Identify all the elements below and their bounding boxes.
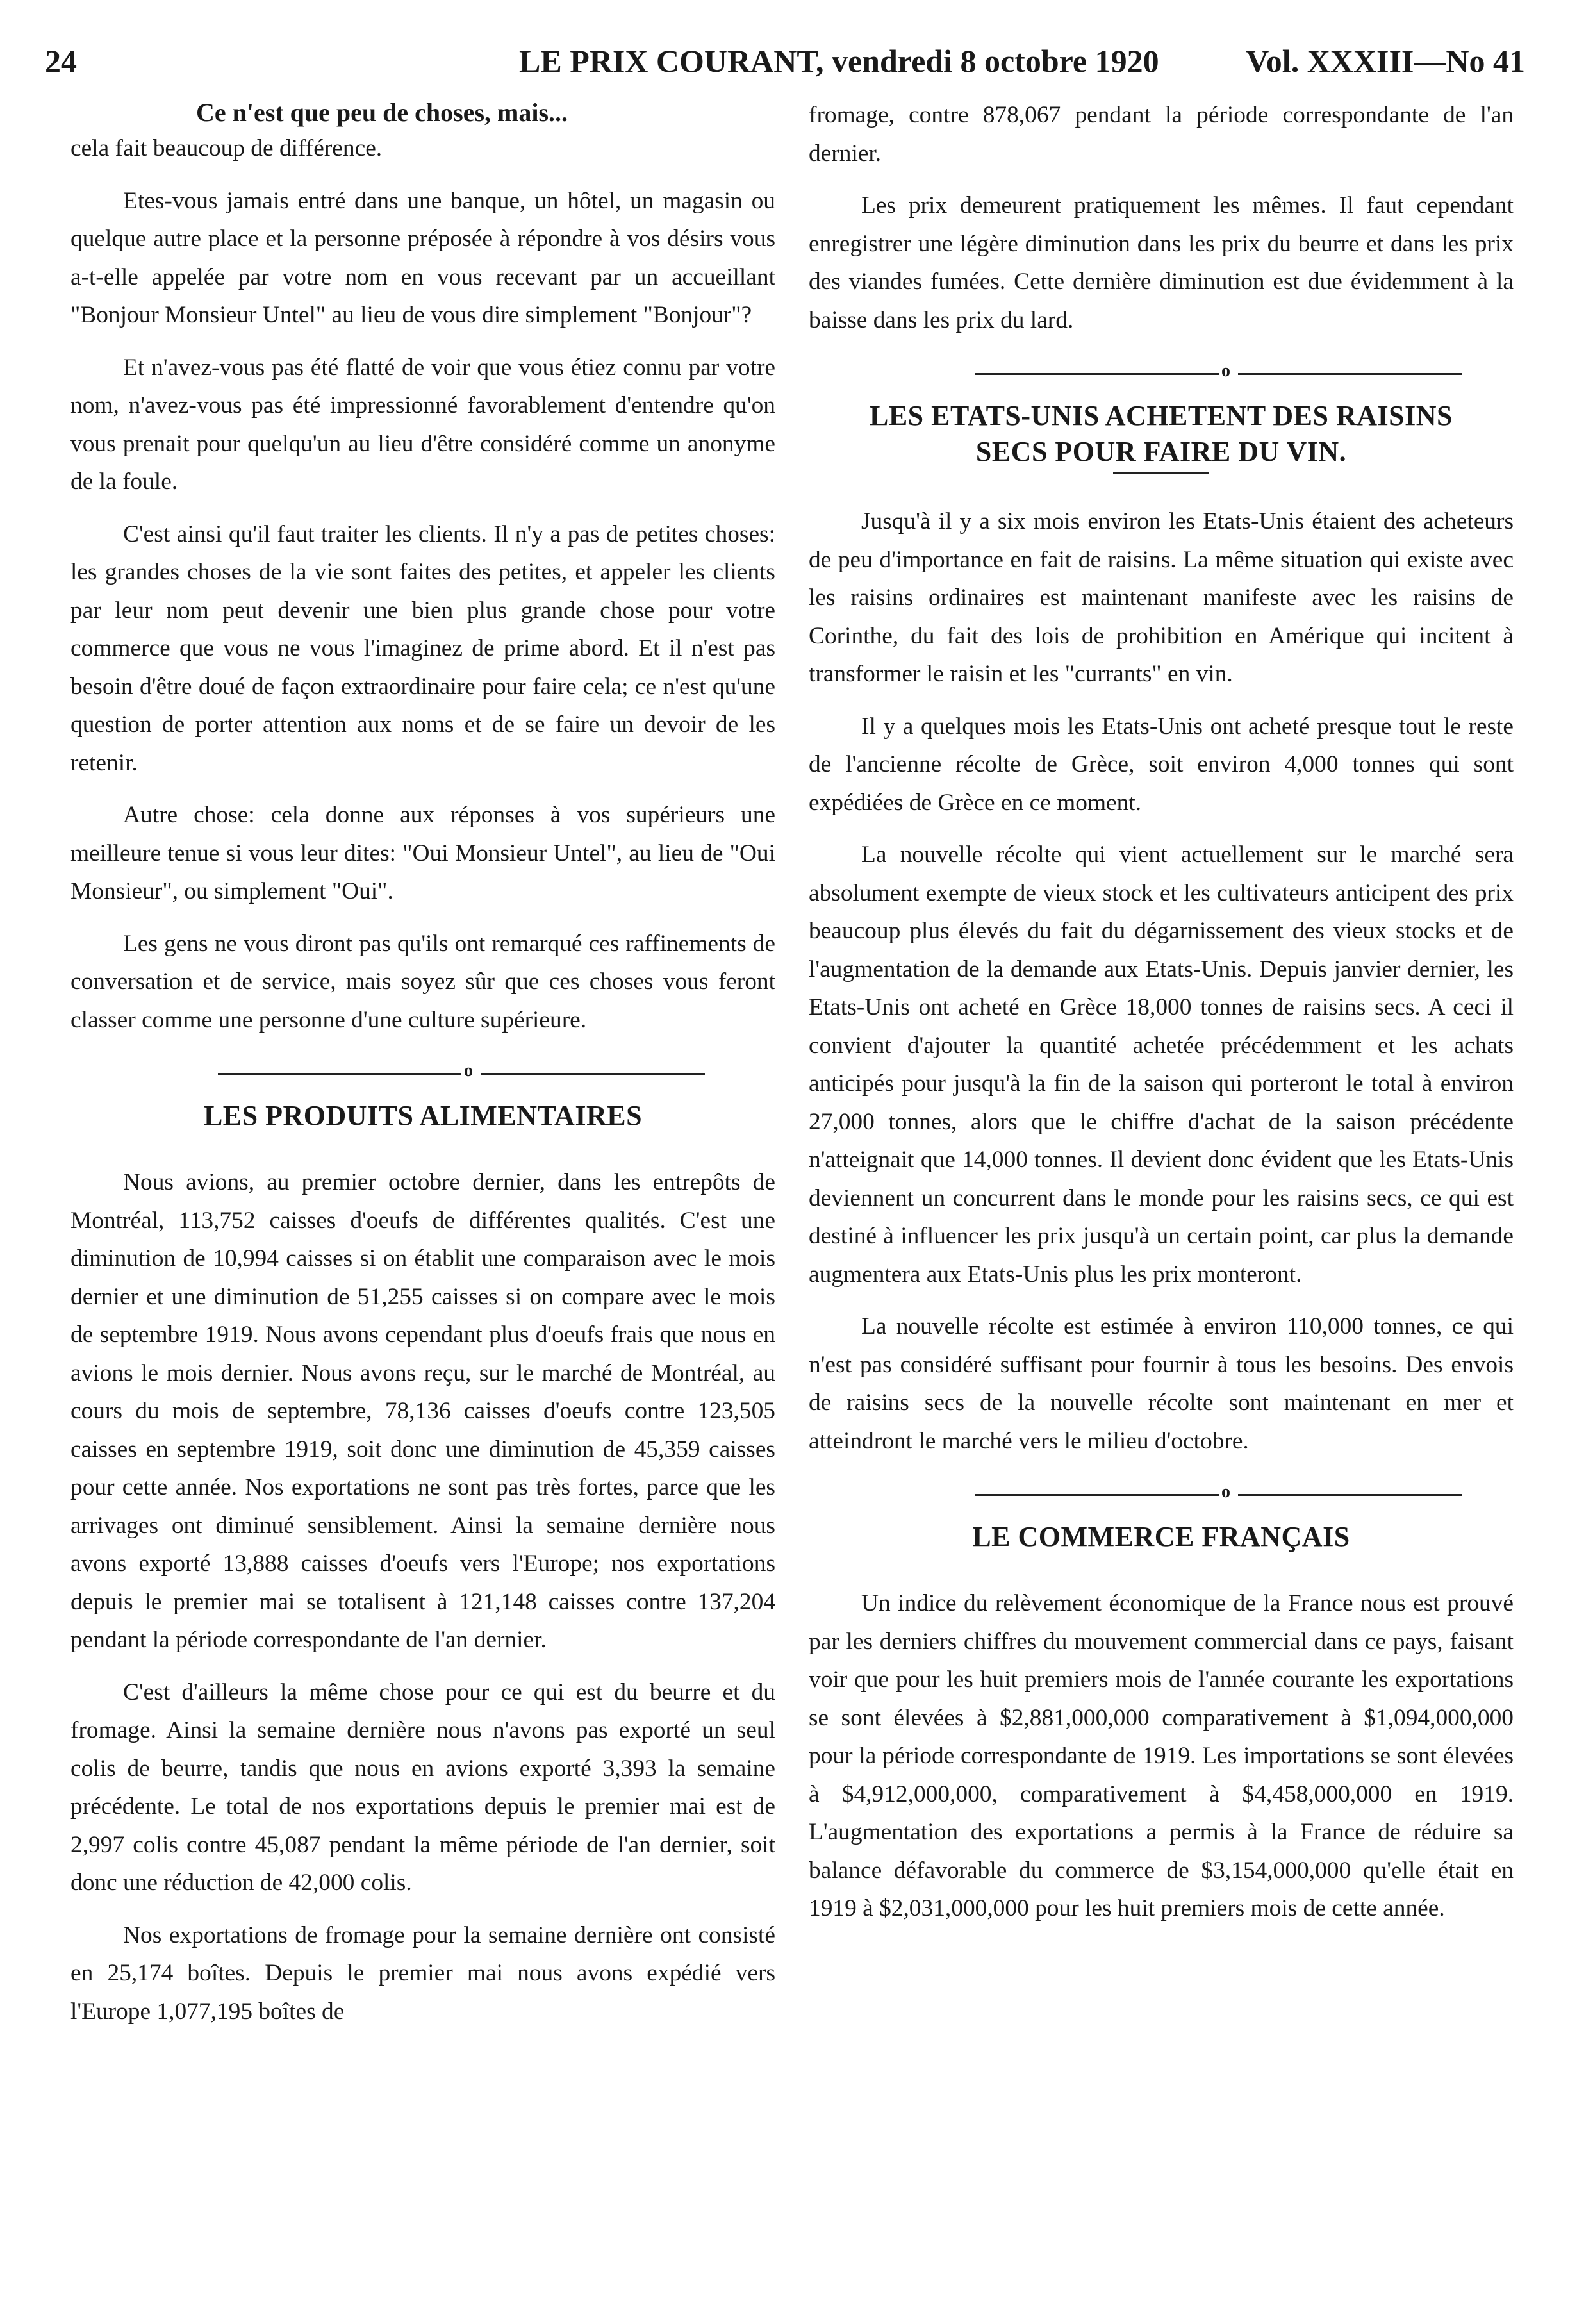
separator-line bbox=[481, 1073, 705, 1075]
page-header bbox=[45, 35, 1525, 87]
separator-line bbox=[218, 1073, 461, 1075]
volume-number: Vol. XXXIII—No 41 bbox=[1246, 43, 1525, 79]
left-column bbox=[70, 96, 775, 2045]
article-paragraph: fromage, contre 878,067 pendant la période correspondante de l'an dernier. bbox=[809, 102, 1514, 167]
article-paragraph: Un indice du relèvement économique de la France nous est prouvé par les derniers chiffres du mouvement commercial dans ce pays, faisant voir que pour les huit premiers mois de l'année courante les exportations se sont élevées à $2,881,000,000 comparativement à $1,094,000,000 pour la période correspondante de 1919. Les importations se sont élevées à $4,912,000,000, comparativement à $4,458,000,000 en 1919. L'augmentation des exportations a permis à la France de réduire sa balance défavorable du commerce de $3,154,000,000 qu'elle était en 1919 à $2,031,000,000 pour les huit premiers mois de cette année. bbox=[809, 1590, 1514, 1921]
separator-line bbox=[975, 373, 1219, 375]
note-paragraph: Etes-vous jamais entré dans une banque, un hôtel, un magasin ou quelque autre place et la personne préposée à répondre à vos désirs vous a-t-elle appelée par votre nom en vous recevant par un accueillant "Bonjour Monsieur Untel" au lieu de vous dire simplement "Bonjour"? bbox=[70, 187, 775, 328]
note-paragraph: C'est ainsi qu'il faut traiter les clients. Il n'y a pas de petites choses: les grandes choses de la vie sont faites des petites, et appeler les clients par leur nom peut devenir une bien plus grande chose pour votre commerce que vous ne vous l'imaginez de prime abord. Et il n'est pas besoin d'être doué de façon extraordinaire pour faire cela; ce n'est qu'une question de porter attention aux noms et de se faire un devoir de les retenir. bbox=[70, 520, 775, 776]
separator-mark: o bbox=[1221, 361, 1230, 381]
article-paragraph: Nous avions, au premier octobre dernier, dans les entrepôts de Montréal, 113,752 caisses d'oeufs de différentes qualités. C'est une diminution de 10,994 caisses si on établit une comparaison avec le mois dernier et une diminution de 51,255 caisses si on compare avec le mois de septembre 1919. Nous avons cependant plus d'oeufs frais que nous en avions le mois dernier. Nous avons reçu, sur le marché de Montréal, au cours du mois de septembre, 78,136 caisses d'oeufs contre 123,505 caisses en septembre 1919, soit donc une diminution de 45,359 caisses pour cette année. Nos exportations ne sont pas très fortes, parce que les arrivages ont diminué sensiblement. Ainsi la semaine dernière nous avons exporté 13,888 caisses d'oeufs vers l'Europe; nos exportations depuis le premier mai se totalisent à 121,148 caisses contre 137,204 pendant la période correspondante de l'an dernier. bbox=[70, 1169, 775, 1653]
article-paragraph: La nouvelle récolte qui vient actuellement sur le marché sera absolument exempte de vieux stock et les cultivateurs anticipent des prix beaucoup plus élevés du fait du dégarnissement des vieux stocks et de l'augmentation de la demande aux Etats-Unis. Depuis janvier dernier, les Etats-Unis ont acheté en Grèce 18,000 tonnes de raisins secs. A ceci il convient d'ajouter la quantité achetée précédemment et les achats anticipés pour jusqu'à la fin de la saison qui porteront le total à environ 27,000 tonnes, alors que le chiffre d'achat de la saison précédente n'atteignait que 14,000 tonnes. Il devient donc évident que les Etats-Unis deviennent un concurrent dans le monde pour les raisins secs, ce qui est destiné à influencer les prix jusqu'à un certain point, car plus la demande augmentera aux Etats-Unis plus les prix monteront. bbox=[809, 842, 1514, 1288]
article-paragraph: Jusqu'à il y a six mois environ les Etats-Unis étaient des acheteurs de peu d'importance en fait de raisins. La même situation qui existe avec les raisins ordinaires est maintenant manifeste avec les raisins de Corinthe, du fait des lois de prohibition en Amérique qui incitent à transformer le raisin et les "currants" en vin. bbox=[809, 508, 1514, 687]
note-paragraph: cela fait beaucoup de différence. bbox=[70, 135, 383, 162]
article-paragraph: C'est d'ailleurs la même chose pour ce qui est du beurre et du fromage. Ainsi la semaine dernière nous n'avons pas exporté un seul colis de beurre, tandis que nous en avions exporté 3,393 la semaine précédente. Le total de nos exportations depuis le premier mai est de 2,997 colis contre 45,087 pendant la même période de l'an dernier, soit donc une réduction de 42,000 colis. bbox=[70, 1679, 775, 1896]
article-paragraph: Nos exportations de fromage pour la semaine dernière ont consisté en 25,174 boîtes. Depuis le premier mai nous avons expédié vers l'Europe 1,077,195 boîtes de bbox=[70, 1921, 775, 2025]
note-title: Ce n'est que peu de choses, mais... bbox=[196, 98, 568, 127]
section-heading-commerce: LE COMMERCE FRANÇAIS bbox=[972, 1521, 1350, 1552]
section-separator bbox=[809, 1477, 1514, 1513]
right-column bbox=[809, 96, 1514, 1942]
page-number: 24 bbox=[45, 43, 77, 79]
separator-line bbox=[1238, 373, 1462, 375]
separator-line bbox=[1238, 1494, 1462, 1496]
section-heading-raisins bbox=[809, 398, 1514, 470]
newspaper-title: LE PRIX COURANT, vendredi 8 octobre 1920 bbox=[519, 43, 1159, 79]
note-paragraph: Autre chose: cela donne aux réponses à vos supérieurs une meilleure tenue si vous leur dites: "Oui Monsieur Untel", au lieu de "Oui Monsieur", ou simplement "Oui". bbox=[70, 802, 775, 904]
section-heading-produits: LES PRODUITS ALIMENTAIRES bbox=[203, 1100, 643, 1131]
section-separator bbox=[809, 356, 1514, 392]
separator-mark: o bbox=[1221, 1482, 1230, 1502]
article-paragraph: Il y a quelques mois les Etats-Unis ont acheté presque tout le reste de l'ancienne récolte de Grèce, soit environ 4,000 tonnes qui sont expédiées de Grèce en ce moment. bbox=[809, 713, 1514, 816]
separator-mark: o bbox=[464, 1061, 473, 1081]
article-paragraph: Les prix demeurent pratiquement les mêmes. Il faut cependant enregistrer une légère diminution dans les prix du beurre et dans les prix des viandes fumées. Cette dernière diminution est due évidemment à la baisse dans les prix du lard. bbox=[809, 192, 1514, 333]
separator-line bbox=[975, 1494, 1219, 1496]
heading-rule bbox=[1113, 472, 1209, 474]
note-paragraph: Et n'avez-vous pas été flatté de voir que vous étiez connu par votre nom, n'avez-vous pas été impressionné favorablement d'entendre qu'on vous prenait pour quelqu'un au lieu d'être considéré comme un anonyme de la foule. bbox=[70, 354, 775, 495]
note-paragraph: Les gens ne vous diront pas qu'ils ont remarqué ces raffinements de conversation et de service, mais soyez sûr que ces choses vous feront classer comme une personne d'une culture supérieure. bbox=[70, 930, 775, 1033]
article-paragraph: La nouvelle récolte est estimée à environ 110,000 tonnes, ce qui n'est pas considéré suffisant pour fournir à tous les besoins. Des envois de raisins secs de la nouvelle récolte sont maintenant en mer et atteindront le marché vers le milieu d'octobre. bbox=[809, 1313, 1514, 1454]
section-separator bbox=[70, 1056, 775, 1091]
heading-line: LES ETATS-UNIS ACHETENT DES RAISINS bbox=[869, 400, 1453, 431]
heading-line: SECS POUR FAIRE DU VIN. bbox=[975, 436, 1347, 467]
